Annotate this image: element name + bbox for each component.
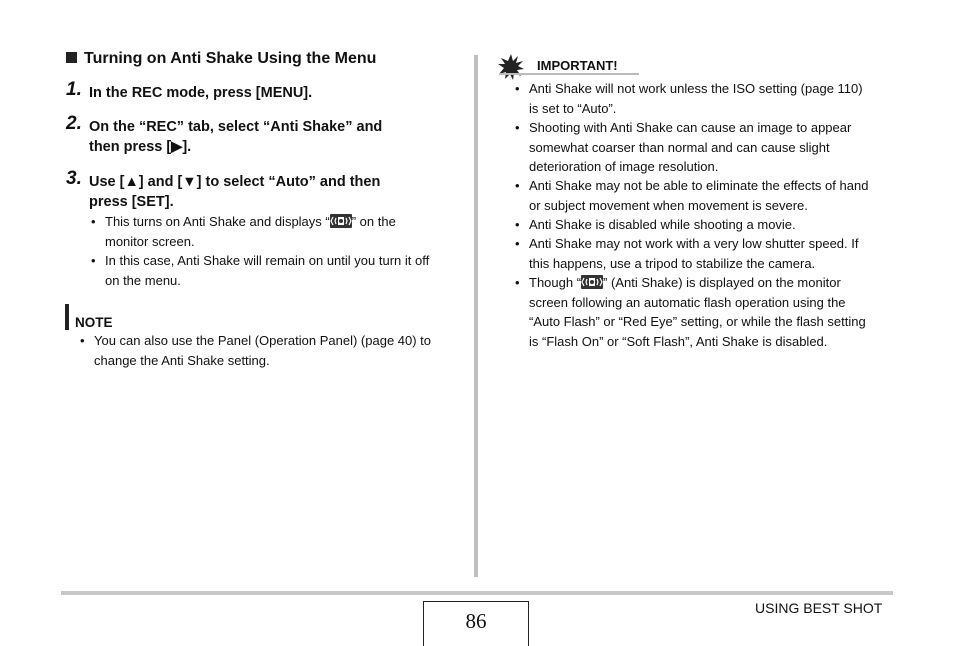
note-bar — [65, 304, 69, 330]
anti-shake-icon — [330, 214, 352, 228]
note-label: NOTE — [75, 315, 113, 330]
step-number: 2. — [66, 113, 82, 134]
step-text-line-2: then press [▶]. — [89, 139, 192, 155]
step-text-line-2: press [SET]. — [89, 194, 174, 210]
starburst-icon — [498, 54, 524, 85]
square-bullet-icon — [66, 52, 77, 63]
column-divider — [474, 55, 478, 577]
step-number: 3. — [66, 168, 82, 189]
step-text-line-1: On the “REC” tab, select “Anti Shake” and — [89, 119, 383, 135]
step-text-line-1: Use [▲] and [▼] to select “Auto” and then — [89, 174, 381, 190]
footer-rule — [61, 591, 893, 595]
footer-section-title: USING BEST SHOT — [755, 600, 883, 616]
important-underline — [499, 73, 639, 75]
page-number: 86 — [465, 609, 487, 633]
step-number: 1. — [66, 79, 82, 100]
important-label: IMPORTANT! — [537, 58, 618, 73]
section-title: Turning on Anti Shake Using the Menu — [66, 50, 376, 68]
anti-shake-icon — [581, 275, 603, 289]
step-text: In the REC mode, press [MENU]. — [89, 85, 313, 101]
